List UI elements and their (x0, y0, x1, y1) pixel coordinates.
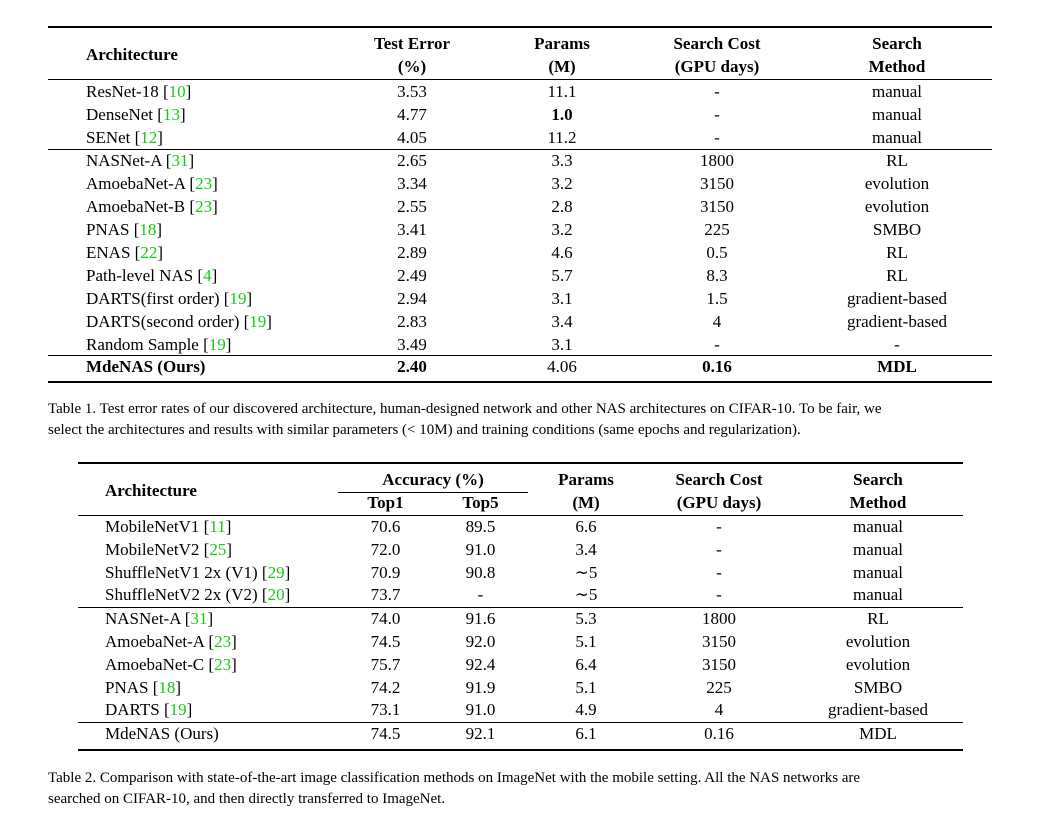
top1-value: 70.6 (370, 517, 401, 536)
citation-bracket: ] (212, 197, 218, 216)
citation-link[interactable]: 19 (208, 335, 226, 354)
top5-value: 92.4 (465, 655, 496, 674)
top5-value: 90.8 (465, 563, 496, 582)
ours-params: 6.1 (575, 724, 597, 743)
top5-value: 91.6 (465, 609, 496, 628)
architecture-name (105, 540, 232, 560)
citation-link[interactable]: 23 (214, 655, 232, 674)
top-rule (48, 26, 992, 28)
search-method-value: manual (871, 105, 923, 124)
caption-line: Table 2. Comparison with state-of-the-art image classification methods on ImageNet with the mobile setting. All the NAS networks are (48, 770, 861, 786)
params-value: 4.9 (575, 700, 597, 719)
search-method-value: SMBO (853, 678, 903, 697)
test-error-value: 2.94 (397, 289, 427, 308)
search-cost-value: 0.5 (706, 243, 728, 262)
search-cost-value: 4 (714, 700, 724, 719)
citation-link[interactable]: 19 (229, 289, 247, 308)
ours-params: 4.06 (547, 357, 577, 376)
test-error-value: 3.41 (397, 220, 427, 239)
ours-test-error: 2.40 (397, 357, 427, 376)
header-architecture: Architecture (86, 45, 178, 64)
search-cost-value: 1800 (702, 609, 736, 628)
search-cost-value: 4 (712, 312, 722, 331)
top1-value: 74.0 (370, 609, 401, 628)
caption-line: searched on CIFAR-10, and then directly transferred to ImageNet. (48, 791, 446, 807)
architecture-name (86, 105, 186, 125)
test-error-value: 2.83 (397, 312, 427, 331)
params-value: 3.2 (551, 174, 573, 193)
top1-value: 73.1 (370, 700, 401, 719)
search-method-value: evolution (864, 174, 930, 193)
name-text: PNAS [ (105, 678, 159, 697)
search-method-value: evolution (845, 632, 911, 651)
architecture-name (86, 82, 191, 102)
search-cost-value: 1800 (700, 151, 734, 170)
table-2-caption (48, 768, 994, 810)
ours-search-method: MDL (859, 724, 897, 743)
architecture-name (105, 632, 237, 652)
table-1-caption (48, 399, 994, 441)
citation-link[interactable]: 22 (140, 243, 158, 262)
citation-bracket: ] (284, 563, 291, 582)
citation-link[interactable]: 19 (249, 312, 267, 331)
architecture-name (86, 266, 217, 286)
caption-line: Table 1. Test error rates of our discovered architecture, human-designed network and other NAS architectures on CIFAR-10. To be fair, we (48, 401, 882, 417)
name-text: ResNet-18 [ (86, 82, 169, 101)
citation-link[interactable]: 31 (190, 609, 208, 628)
name-text: SENet [ (86, 128, 141, 147)
citation-bracket: ] (186, 700, 193, 719)
header-search-method-line1: Search (872, 34, 922, 53)
ours-rule (48, 355, 992, 356)
header-search-cost-line2: (GPU days) (674, 57, 760, 76)
search-method-value: manual (871, 82, 923, 101)
group-rule (78, 607, 963, 608)
header-top1: Top1 (367, 493, 404, 512)
search-cost-value: 225 (706, 678, 732, 697)
citation-bracket: ] (188, 151, 195, 170)
citation-bracket: ] (225, 335, 232, 354)
test-error-value: 3.34 (397, 174, 427, 193)
citation-bracket: ] (211, 266, 218, 285)
search-cost-value: 1.5 (706, 289, 728, 308)
search-cost-value: - (716, 585, 722, 604)
citation-link[interactable]: 19 (169, 700, 187, 719)
test-error-value: 2.49 (397, 266, 427, 285)
test-error-value: 2.89 (397, 243, 427, 262)
citation-link[interactable]: 12 (140, 128, 158, 147)
params-value: 5.1 (575, 678, 597, 697)
table-2 (78, 462, 963, 754)
citation-link[interactable]: 11 (209, 517, 226, 536)
test-error-value: 4.05 (397, 128, 427, 147)
search-method-value: gradient-based (827, 700, 929, 719)
citation-link[interactable]: 20 (267, 585, 285, 604)
name-text: MobileNetV1 [ (105, 517, 210, 536)
search-cost-value: 3150 (700, 197, 734, 216)
search-method-value: manual (871, 128, 923, 147)
citation-bracket: ] (207, 609, 214, 628)
search-cost-value: - (714, 335, 720, 354)
header-search-method-line2: Method (868, 57, 926, 76)
citation-link[interactable]: 23 (195, 174, 213, 193)
search-cost-value: - (716, 517, 722, 536)
architecture-name (86, 289, 252, 309)
name-text: ShuffleNetV1 2x (V1) [ (105, 563, 268, 582)
top1-value: 74.2 (370, 678, 401, 697)
citation-bracket: ] (157, 243, 163, 262)
params-value: 5.7 (551, 266, 573, 285)
header-accuracy: Accuracy (%) (382, 470, 484, 489)
name-text: NASNet-A [ (105, 609, 191, 628)
citation-bracket: ] (185, 82, 192, 101)
header-params-line1: Params (534, 34, 590, 53)
citation-bracket: ] (157, 128, 163, 147)
ours-search-cost: 0.16 (704, 724, 734, 743)
architecture-name (86, 128, 163, 148)
citation-link[interactable]: 18 (158, 678, 176, 697)
header-search-method-line2: Method (849, 493, 907, 512)
architecture-name (86, 220, 162, 240)
header-search-cost-line1: Search Cost (673, 34, 761, 53)
search-cost-value: - (714, 128, 720, 147)
name-text: MobileNetV2 [ (105, 540, 210, 559)
header-top5: Top5 (462, 493, 499, 512)
bottom-rule (78, 749, 963, 751)
architecture-name (86, 335, 231, 355)
top1-value: 72.0 (370, 540, 401, 559)
ours-rule (78, 722, 963, 723)
params-value: 3.2 (551, 220, 573, 239)
architecture-name (86, 312, 272, 332)
top5-value: 92.0 (465, 632, 496, 651)
citation-link[interactable]: 25 (209, 540, 227, 559)
params-value: 5.1 (575, 632, 597, 651)
citation-bracket: ] (284, 585, 291, 604)
citation-bracket: ] (212, 174, 218, 193)
search-cost-value: - (714, 82, 720, 101)
name-text: DARTS(second order) [ (86, 312, 250, 331)
caption-line: select the architectures and results with similar parameters (< 10M) and training conditions (same epochs and regularization). (48, 422, 801, 438)
citation-bracket: ] (226, 540, 233, 559)
architecture-name (105, 700, 192, 720)
name-text: AmoebaNet-B [ (86, 197, 196, 216)
architecture-name (86, 151, 194, 171)
ours-search-method: MDL (877, 357, 917, 376)
ours-name: MdeNAS (Ours) (105, 724, 219, 743)
test-error-value: 4.77 (397, 105, 427, 124)
test-error-value: 3.49 (397, 335, 427, 354)
citation-bracket: ] (246, 289, 253, 308)
search-cost-value: 3150 (702, 655, 736, 674)
name-text: ENAS [ (86, 243, 141, 262)
search-method-value: gradient-based (846, 312, 948, 331)
citation-bracket: ] (175, 678, 182, 697)
search-method-value: manual (852, 517, 904, 536)
search-cost-value: 8.3 (706, 266, 728, 285)
params-value: 11.2 (547, 128, 577, 147)
name-text: AmoebaNet-A [ (105, 632, 215, 651)
top5-value: 89.5 (465, 517, 496, 536)
architecture-name (105, 655, 237, 675)
header-search-cost-line2: (GPU days) (676, 493, 762, 512)
search-cost-value: 225 (704, 220, 730, 239)
citation-link[interactable]: 4 (203, 266, 212, 285)
table-1 (48, 26, 992, 386)
header-params-line1: Params (558, 470, 614, 489)
name-text: DARTS [ (105, 700, 170, 719)
ours-name: MdeNAS (Ours) (86, 357, 206, 376)
header-test-error-line1: Test Error (373, 34, 451, 53)
citation-bracket: ] (266, 312, 272, 331)
search-method-value: evolution (845, 655, 911, 674)
test-error-value: 2.65 (397, 151, 427, 170)
architecture-name (105, 678, 181, 698)
params-value: 3.1 (551, 335, 573, 354)
params-value: ∼5 (574, 563, 598, 582)
top5-value: 91.0 (465, 540, 496, 559)
test-error-value: 2.55 (397, 197, 427, 216)
search-method-value: - (894, 335, 900, 354)
top1-value: 75.7 (370, 655, 401, 674)
citation-bracket: ] (156, 220, 163, 239)
header-params-line2: (M) (572, 493, 600, 512)
params-value: 6.6 (575, 517, 597, 536)
architecture-name (105, 609, 213, 629)
name-text: AmoebaNet-C [ (105, 655, 215, 674)
search-cost-value: - (716, 563, 722, 582)
group-rule (48, 149, 992, 150)
citation-link[interactable]: 23 (214, 632, 232, 651)
search-cost-value: - (714, 105, 720, 124)
params-value: 3.1 (551, 289, 573, 308)
search-cost-value: - (716, 540, 722, 559)
top1-value: 73.7 (370, 585, 401, 604)
search-method-value: RL (886, 266, 908, 285)
params-value: 5.3 (575, 609, 597, 628)
architecture-name (105, 563, 290, 583)
params-value: 11.1 (547, 82, 577, 101)
header-test-error-line2: (%) (397, 57, 427, 76)
header-params-line2: (M) (548, 57, 576, 76)
ours-top5: 92.1 (465, 724, 496, 743)
citation-link[interactable]: 23 (195, 197, 213, 216)
name-text: NASNet-A [ (86, 151, 172, 170)
architecture-name (105, 517, 231, 537)
search-cost-value: 3150 (700, 174, 734, 193)
search-method-value: SMBO (872, 220, 922, 239)
search-method-value: gradient-based (846, 289, 948, 308)
top5-value: - (477, 585, 484, 604)
name-text: Path-level NAS [ (86, 266, 204, 285)
citation-bracket: ] (231, 632, 237, 651)
name-text: ShuffleNetV2 2x (V2) [ (105, 585, 268, 604)
params-value: 3.4 (551, 312, 573, 331)
architecture-name (105, 585, 290, 605)
test-error-value: 3.53 (397, 82, 427, 101)
ours-top1: 74.5 (370, 724, 401, 743)
params-value: 1.0 (551, 105, 573, 124)
params-value: 2.8 (551, 197, 573, 216)
search-method-value: RL (867, 609, 889, 628)
header-search-method-line1: Search (853, 470, 903, 489)
top5-value: 91.9 (465, 678, 496, 697)
search-method-value: RL (886, 243, 908, 262)
architecture-name (86, 197, 218, 217)
header-search-cost-line1: Search Cost (675, 470, 763, 489)
top1-value: 74.5 (370, 632, 401, 651)
citation-bracket: ] (231, 655, 237, 674)
top5-value: 91.0 (465, 700, 496, 719)
name-text: AmoebaNet-A [ (86, 174, 196, 193)
citation-link[interactable]: 29 (267, 563, 285, 582)
header-architecture: Architecture (105, 481, 197, 500)
citation-bracket: ] (179, 105, 186, 124)
citation-link[interactable]: 10 (168, 82, 186, 101)
top1-value: 70.9 (370, 563, 401, 582)
search-method-value: manual (852, 585, 904, 604)
citation-link[interactable]: 13 (162, 105, 180, 124)
name-text: Random Sample [ (86, 335, 209, 354)
architecture-name (86, 174, 218, 194)
header-rule (48, 79, 992, 80)
params-value: ∼5 (574, 585, 598, 604)
top-rule (78, 462, 963, 464)
params-value: 6.4 (575, 655, 597, 674)
search-cost-value: 3150 (702, 632, 736, 651)
header-rule (78, 515, 963, 516)
name-text: DARTS(first order) [ (86, 289, 230, 308)
citation-bracket: ] (225, 517, 232, 536)
name-text: PNAS [ (86, 220, 140, 239)
search-method-value: manual (852, 540, 904, 559)
params-value: 4.6 (551, 243, 573, 262)
name-text: DenseNet [ (86, 105, 163, 124)
search-method-value: evolution (864, 197, 930, 216)
bottom-rule (48, 381, 992, 383)
citation-link[interactable]: 18 (139, 220, 157, 239)
search-method-value: RL (886, 151, 908, 170)
params-value: 3.3 (551, 151, 573, 170)
architecture-name (86, 243, 163, 263)
search-method-value: manual (852, 563, 904, 582)
params-value: 3.4 (575, 540, 597, 559)
ours-search-cost: 0.16 (702, 357, 732, 376)
citation-link[interactable]: 31 (171, 151, 189, 170)
